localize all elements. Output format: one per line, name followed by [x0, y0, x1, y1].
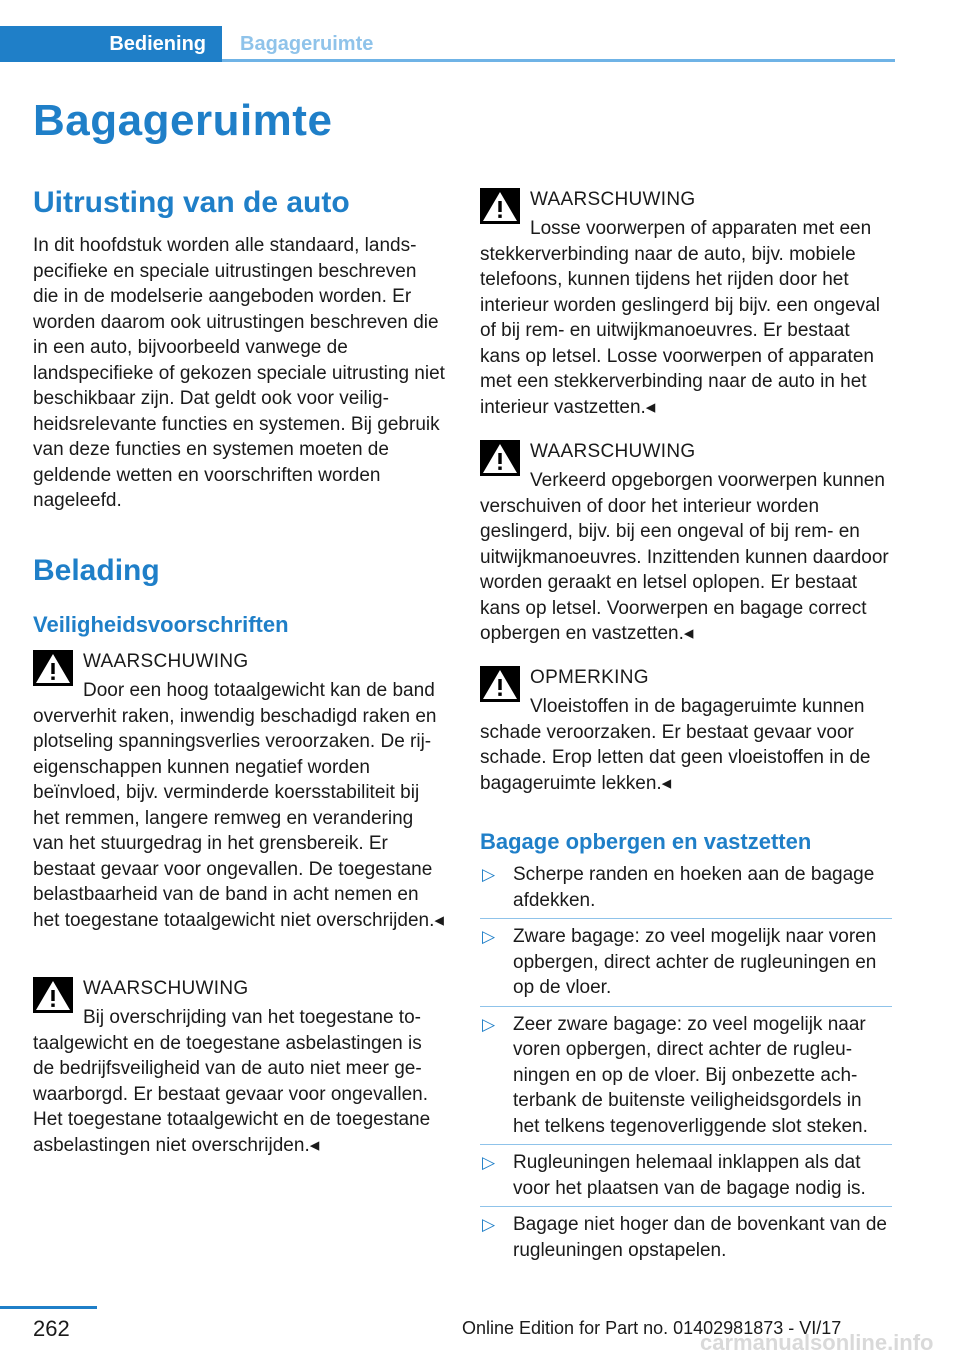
header-rule — [222, 59, 895, 62]
warning-text: Door een hoog totaalgewicht kan de band oververhit raken, inwendig beschadigd raken en plotseling spanningsverlies veroorzaken. De rij-eigenschappen kunnen negatief worden beïnvloed, bijv. verminderde koersstabiliteit bij het remmen, langere remweg en verandering van het stuurgedrag in het grensbereik. Er bestaat gevaar voor ongevallen. De toegestane belastbaarheid van de band in acht nemen en het toegestane totaalgewicht niet overschrijden.◂ — [33, 680, 444, 931]
footer-rule — [0, 1306, 97, 1309]
warning-block-3 — [480, 188, 892, 428]
tab-bediening: Bediening — [0, 26, 222, 62]
warning-label: WAARSCHUWING — [530, 189, 696, 210]
subheading-bagage-opbergen: Bagage opbergen en vastzetten — [480, 829, 812, 854]
note-text: Vloeistoffen in de bagageruimte kunnen schade veroorzaken. Er bestaat gevaar voor schade. Erop letten dat geen vloeistoffen in de bagageruimte lekken.◂ — [480, 696, 871, 794]
list-item: ▷ Rugleuningen helemaal inklappen als dat voor het plaatsen van de bagage nodig is. — [480, 1144, 892, 1201]
warning-label: WAARSCHUWING — [83, 978, 249, 999]
list-item: ▷ Zeer zware bagage: zo veel mogelijk naar voren opbergen, direct achter de rugleuningen en op de vloer. Bij onbezette achterbank de buitenste veiligheidsgordels in het telkens tegenoverliggende slot steken. — [480, 1006, 892, 1140]
triangle-bullet-icon: ▷ — [482, 1014, 496, 1034]
tab-bagageruimte: Bagageruimte — [240, 33, 374, 55]
edition-text: Online Edition for Part no. 01402981873 - VI/17 — [462, 1318, 842, 1338]
warning-label: WAARSCHUWING — [530, 441, 696, 462]
note-label: OPMERKING — [530, 667, 649, 688]
warning-text: Bij overschrijding van het toegestane totaalgewicht en de toegestane asbelastingen is de bedrijfsveiligheid van de auto niet meer gewaarborgd. Er bestaat gevaar voor ongevallen. Het toegestane totaalgewicht en de toegestane asbelastingen niet overschrijden.◂ — [33, 1007, 431, 1156]
warning-block-1 — [33, 650, 445, 960]
warning-text: Losse voorwerpen of apparaten met een stekkerverbinding naar de auto, bijv. mobiele telefoons, kunnen tijdens het rijden door het interieur worden geslingerd bij bijv. een ongeval of bij rem- en uitwijkmanoeuvres. Er bestaat kans op letsel. Losse voorwerpen of apparaten met een stekkerverbinding naar de auto in het interieur vastzetten.◂ — [480, 218, 880, 418]
triangle-bullet-icon: ▷ — [482, 1153, 496, 1172]
list-item: ▷ Zware bagage: zo veel mogelijk naar voren opbergen, direct achter de rugleuningen en op de vloer. — [480, 918, 892, 1001]
list-item: ▷ Bagage niet hoger dan de bovenkant van de rugleuningen opstapelen. — [480, 1206, 892, 1263]
page-number: 262 — [33, 1316, 70, 1341]
section-heading-belading: Belading — [33, 554, 160, 587]
triangle-bullet-icon: ▷ — [482, 927, 496, 946]
watermark: carmanualsonline.info — [700, 1330, 934, 1355]
list-item: ▷ Scherpe randen en hoeken aan de bagage afdekken. — [482, 864, 875, 911]
warning-block-4 — [480, 440, 892, 650]
bagage-list — [480, 862, 892, 1263]
section-heading-uitrusting: Uitrusting van de auto — [33, 186, 350, 219]
note-block — [480, 666, 892, 806]
triangle-bullet-icon: ▷ — [482, 865, 496, 884]
subheading-veiligheidsvoorschriften: Veiligheidsvoorschriften — [33, 612, 289, 637]
page-title: Bagageruimte — [33, 96, 333, 145]
warning-block-2 — [33, 977, 445, 1157]
warning-label: WAARSCHUWING — [83, 651, 249, 672]
paragraph-uitrusting: In dit hoofdstuk worden alle standaard, landspecifieke en speciale uitrustingen beschreven die in de modelserie aangeboden worden. Er worden daarom ook uitrustingen beschreven die in een auto, bijvoorbeeld vanwege de landspecifieke of gekozen speciale uitrusting niet beschikbaar zijn. Dat geldt ook voor veiligheidsrelevante functies en systemen. Bij gebruik van deze functies en systemen moeten de geldende wetten en voorschriften worden nageleefd. — [33, 235, 445, 511]
warning-text: Verkeerd opgeborgen voorwerpen kunnen verschuiven of door het interieur worden geslingerd, bijv. bij een ongeval of bij rem- en uitwijkmanoeuvres. Inzittenden kunnen daardoor worden geraakt en letsel oplopen. Er bestaat kans op letsel. Voorwerpen en bagage correct opbergen en vastzetten.◂ — [480, 470, 889, 644]
header-tabbar — [0, 26, 895, 62]
triangle-bullet-icon: ▷ — [482, 1215, 496, 1234]
